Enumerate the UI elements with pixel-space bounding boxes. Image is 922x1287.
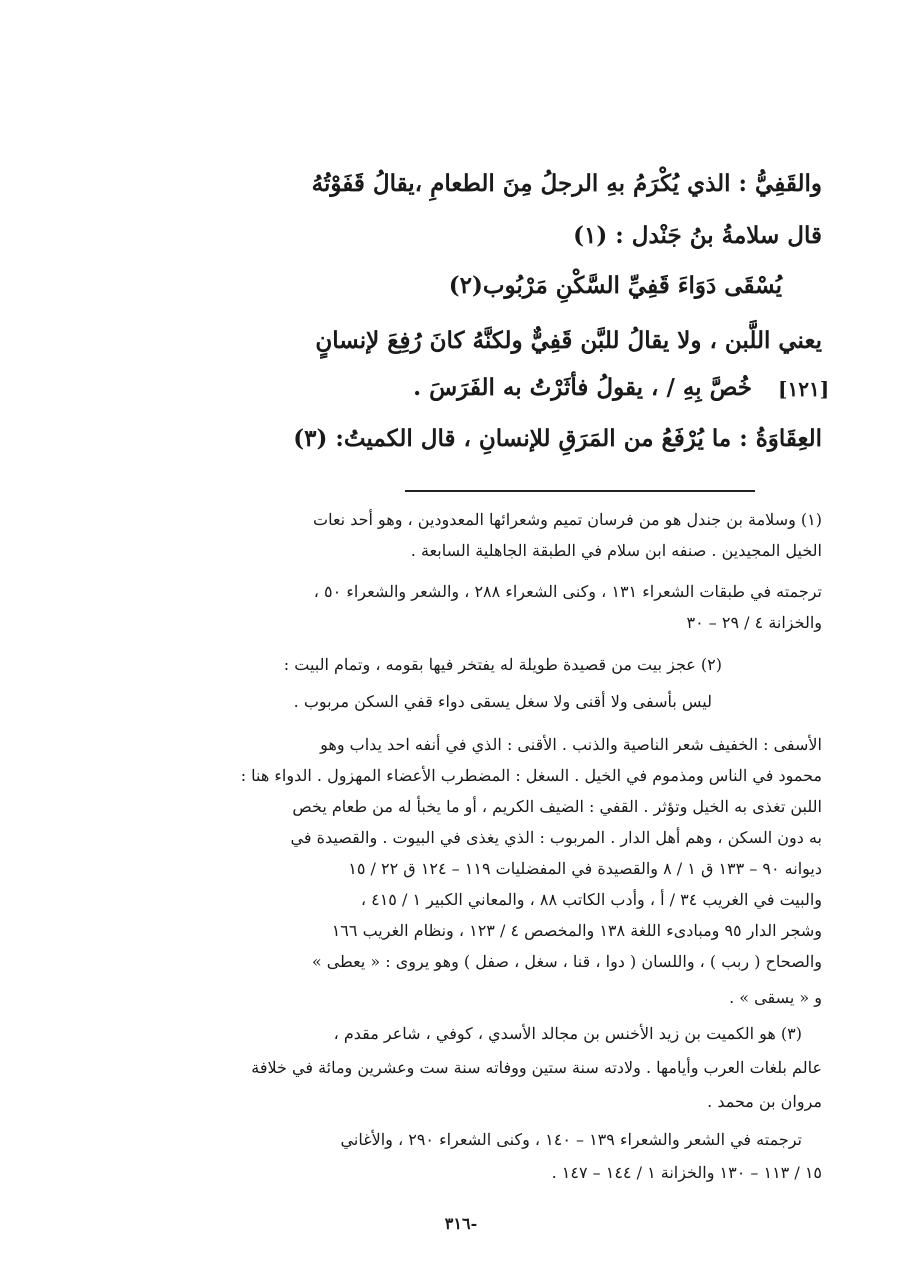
main-text-line-3: يعني اللَّبن ، ولا يقالُ للبَّن قَفِيٌّ ولكنَّهُ كانَ رُفِعَ لإنسانٍ — [315, 327, 822, 354]
margin-reference: [١٢١] — [778, 377, 830, 401]
footnote-2-line-c: محمود في الناس ومذموم في الخيل . السغل : المضطرب الأعضاء المهزول . الدواء هنا : — [240, 766, 822, 785]
footnote-3-line-c: مروان بن محمد . — [707, 1092, 822, 1111]
main-text-line-1: والقَفِيُّ : الذي يُكْرَمُ بهِ الرجلُ مِنَ الطعامِ ،يقالُ قَفَوْتُهُ — [311, 170, 822, 197]
footnote-2-line-j: و « يسقى » . — [729, 988, 822, 1007]
footnote-2-verse: ليس بأسفى ولا أقنى ولا سغل يسقى دواء قفي السكن مربوب . — [293, 692, 712, 711]
footnote-separator — [405, 490, 755, 492]
footnote-1-line-d: والخزانة ٤ / ٢٩ – ٣٠ — [686, 613, 822, 632]
footnote-2-line-h: وشجر الدار ٩٥ ومبادىء اللغة ١٣٨ والمخصص ٤ / ١٢٣ ، ونظام الغريب ١٦٦ — [331, 921, 822, 940]
footnote-2-line-i: والصحاح ( ربب ) ، واللسان ( دوا ، قنا ، سغل ، صفل ) وهو يروى : « يعطى » — [311, 952, 822, 971]
footnote-2-line-a: (٢) عجز بيت من قصيدة طويلة له يفتخر فيها بقومه ، وتمام البيت : — [283, 655, 722, 674]
page-number: -٣١٦ — [444, 1214, 478, 1233]
main-text-line-2: قال سلامةُ بنُ جَنْدل : (١) — [573, 222, 822, 249]
footnote-2-line-g: والبيت في الغريب ٣٤ / أ ، وأدب الكاتب ٨٨ ، والمعاني الكبير ١ / ٤١٥ ، — [360, 890, 822, 909]
footnote-2-line-f: ديوانه ٩٠ – ١٣٣ ق ١ / ٨ والقصيدة في المفضليات ١١٩ – ١٢٤ ق ٢٢ / ١٥ — [348, 859, 822, 878]
footnote-2-line-d: اللبن تغذى به الخيل وتؤثر . القفي : الضيف الكريم ، أو ما يخبأ له من طعام يخص — [292, 797, 822, 816]
footnote-2-line-e: به دون السكن ، وهم أهل الدار . المربوب : الذي يغذى في البيوت . والقصيدة في — [290, 828, 822, 847]
footnote-3-line-d: ترجمته في الشعر والشعراء ١٣٩ – ١٤٠ ، وكنى الشعراء ٢٩٠ ، والأغاني — [340, 1130, 802, 1149]
footnote-2-line-b: الأسفى : الخفيف شعر الناصية والذنب . الأقنى : الذي في أنفه احد يداب وهو — [320, 735, 822, 754]
verse-line: يُسْقَى دَوَاءَ قَفِيِّ السَّكْنِ مَرْبُوب(٢) — [448, 272, 782, 299]
footnote-3-line-e: ١٥ / ١١٣ – ١٣٠ والخزانة ١ / ١٤٤ – ١٤٧ . — [551, 1163, 822, 1182]
footnote-1-line-b: الخيل المجيدين . صنفه ابن سلام في الطبقة الجاهلية السابعة . — [410, 541, 822, 560]
footnote-3-line-b: عالم بلغات العرب وأيامها . ولادته سنة ستين ووفاته سنة ست وعشرين ومائة في خلافة — [251, 1058, 822, 1077]
main-text-line-4: خُصَّ بِهِ / ، يقولُ فأثَرْتُ به الفَرَسَ . — [413, 374, 752, 401]
footnote-3-line-a: (٣) هو الكميت بن زيد الأخنس بن مجالد الأسدي ، كوفي ، شاعر مقدم ، — [333, 1024, 802, 1043]
footnote-1-line-a: (١) وسلامة بن جندل هو من فرسان تميم وشعرائها المعدودين ، وهو أحد نعات — [313, 510, 822, 529]
main-text-line-5: العِقَاوَةُ : ما يُرْفَعُ من المَرَقِ للإنسانِ ، قال الكميتُ: (٣) — [293, 425, 822, 452]
footnote-1-line-c: ترجمته في طبقات الشعراء ١٣١ ، وكنى الشعراء ٢٨٨ ، والشعر والشعراء ٥٠ ، — [313, 582, 822, 601]
